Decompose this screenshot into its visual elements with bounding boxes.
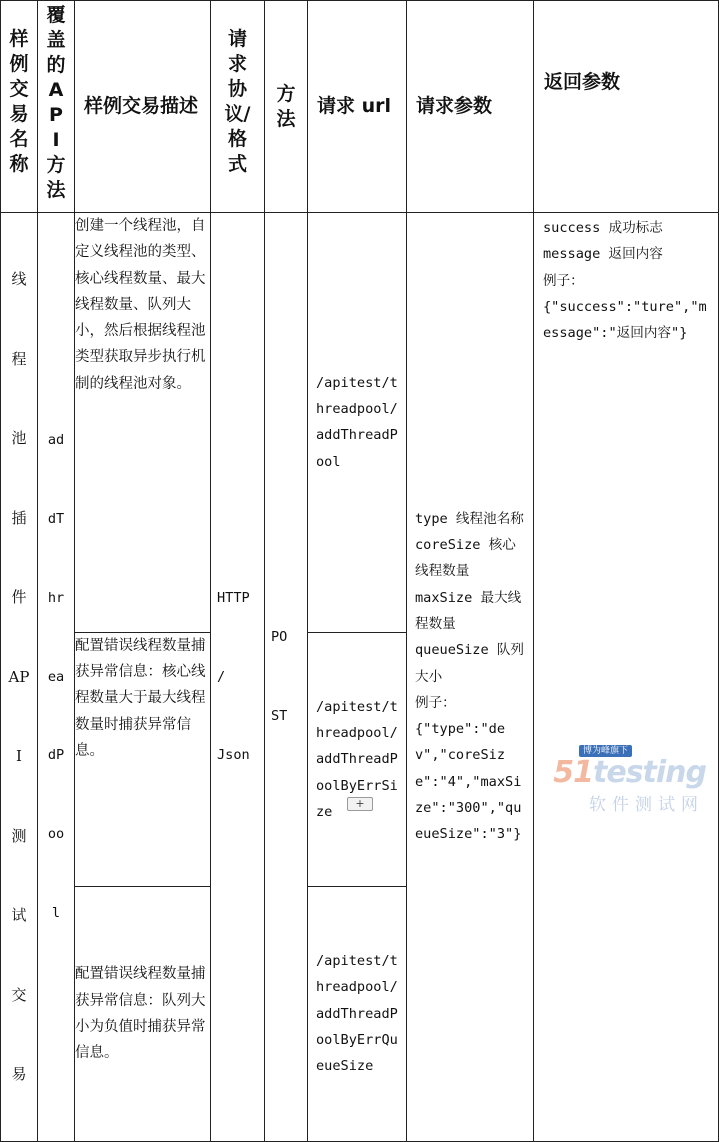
row-1-description: 创建一个线程池，自定义线程池的类型、核心线程数量、最大线程数量、队列大小，然后根据线程池类型获取异步执行机制的线程池对象。 bbox=[75, 213, 211, 633]
api-method-line: oo bbox=[47, 826, 65, 843]
header-api-method bbox=[38, 1, 75, 213]
header-protocol bbox=[211, 1, 265, 213]
group-name-char: 池 bbox=[11, 429, 27, 447]
group-name-char: AP bbox=[8, 667, 30, 686]
protocol-line: HTTP bbox=[217, 589, 250, 606]
header-char: 方 bbox=[276, 82, 296, 105]
header-char: 样 bbox=[9, 28, 29, 50]
api-method-line: hr bbox=[47, 589, 65, 606]
row-3-description: 配置错误线程数量捕获异常信息：队列大小为负值时捕获异常信息。 bbox=[75, 887, 211, 1141]
protocol-line: / bbox=[217, 668, 226, 685]
header-char: 交 bbox=[9, 78, 29, 100]
site-watermark bbox=[553, 745, 710, 815]
header-char: 覆 bbox=[46, 4, 66, 26]
watermark-logo-b: testing bbox=[593, 755, 706, 790]
header-char: 请 bbox=[227, 28, 247, 50]
header-char: 格 bbox=[227, 128, 247, 150]
header-char: 称 bbox=[9, 153, 29, 175]
row-2-description: 配置错误线程数量捕获异常信息：核心线程数量大于最大线程数量时捕获异常信息。 bbox=[75, 632, 211, 886]
header-char: 例 bbox=[9, 53, 29, 75]
api-method-line: dT bbox=[47, 510, 65, 527]
header-char: 易 bbox=[9, 103, 29, 125]
protocol-line: Json bbox=[217, 747, 250, 764]
api-method-line: l bbox=[51, 905, 61, 922]
header-char: 法 bbox=[276, 107, 296, 130]
header-sample-name bbox=[1, 1, 38, 213]
header-char: A bbox=[48, 79, 64, 101]
api-method-line: ad bbox=[47, 431, 65, 448]
header-char: 的 bbox=[46, 54, 66, 76]
api-method-cell bbox=[38, 213, 75, 1142]
method-line: ST bbox=[271, 708, 288, 725]
api-method-line: ea bbox=[47, 668, 65, 685]
header-char: I bbox=[52, 129, 60, 151]
header-char: 盖 bbox=[46, 29, 66, 51]
header-params: 请求参数 bbox=[407, 1, 534, 213]
group-name-char: 件 bbox=[11, 588, 27, 606]
expand-table-button[interactable]: + bbox=[347, 797, 373, 811]
method-line: PO bbox=[271, 629, 288, 646]
header-char: 方 bbox=[46, 154, 66, 176]
header-char: 名 bbox=[9, 128, 29, 150]
header-returns: 返回参数 bbox=[534, 1, 719, 213]
row-2-url: /apitest/threadpool/addThreadPoolByErrSize bbox=[308, 632, 407, 886]
group-name-char: 试 bbox=[11, 906, 27, 924]
watermark-logo-a: 51 bbox=[553, 755, 593, 790]
header-char: P bbox=[49, 104, 63, 126]
group-name-char: 测 bbox=[11, 826, 27, 845]
api-method-line: dP bbox=[47, 747, 65, 764]
header-char: 法 bbox=[46, 179, 66, 201]
group-name-cell bbox=[1, 213, 38, 1142]
group-name-char: 易 bbox=[11, 1065, 27, 1083]
returns-cell: success 成功标志 message 返回内容 例子： {"success":"ture","message":"返回内容"} bbox=[534, 213, 719, 1142]
header-method bbox=[265, 1, 308, 213]
watermark-logo bbox=[553, 755, 706, 790]
header-url: 请求 url bbox=[308, 1, 407, 213]
protocol-cell bbox=[211, 213, 265, 1142]
header-description: 样例交易描述 bbox=[75, 1, 211, 213]
header-char: 求 bbox=[227, 53, 247, 75]
group-name-char: 插 bbox=[11, 508, 27, 527]
group-name-char: 交 bbox=[11, 985, 27, 1004]
header-char: 议/ bbox=[224, 103, 251, 125]
row-3-url: /apitest/threadpool/addThreadPoolByErrQueueSize bbox=[308, 887, 407, 1141]
group-name-char: 线 bbox=[11, 270, 27, 288]
watermark-tag: 博为峰旗下 bbox=[579, 745, 632, 757]
watermark-subtitle: 软件测试网 bbox=[589, 795, 704, 815]
group-name-char: I bbox=[16, 747, 22, 765]
row-1-url: /apitest/threadpool/addThreadPool bbox=[308, 213, 407, 633]
header-char: 式 bbox=[227, 153, 247, 175]
method-cell bbox=[265, 213, 308, 1142]
params-cell: type 线程池名称 coreSize 核心线程数量 maxSize 最大线程数量 queueSize 队列大小 例子： {"type":"dev","coreSize":"4","maxSize":"300","queueSize":"3"} bbox=[407, 213, 534, 1142]
header-char: 协 bbox=[227, 78, 247, 100]
group-name-char: 程 bbox=[11, 349, 27, 368]
